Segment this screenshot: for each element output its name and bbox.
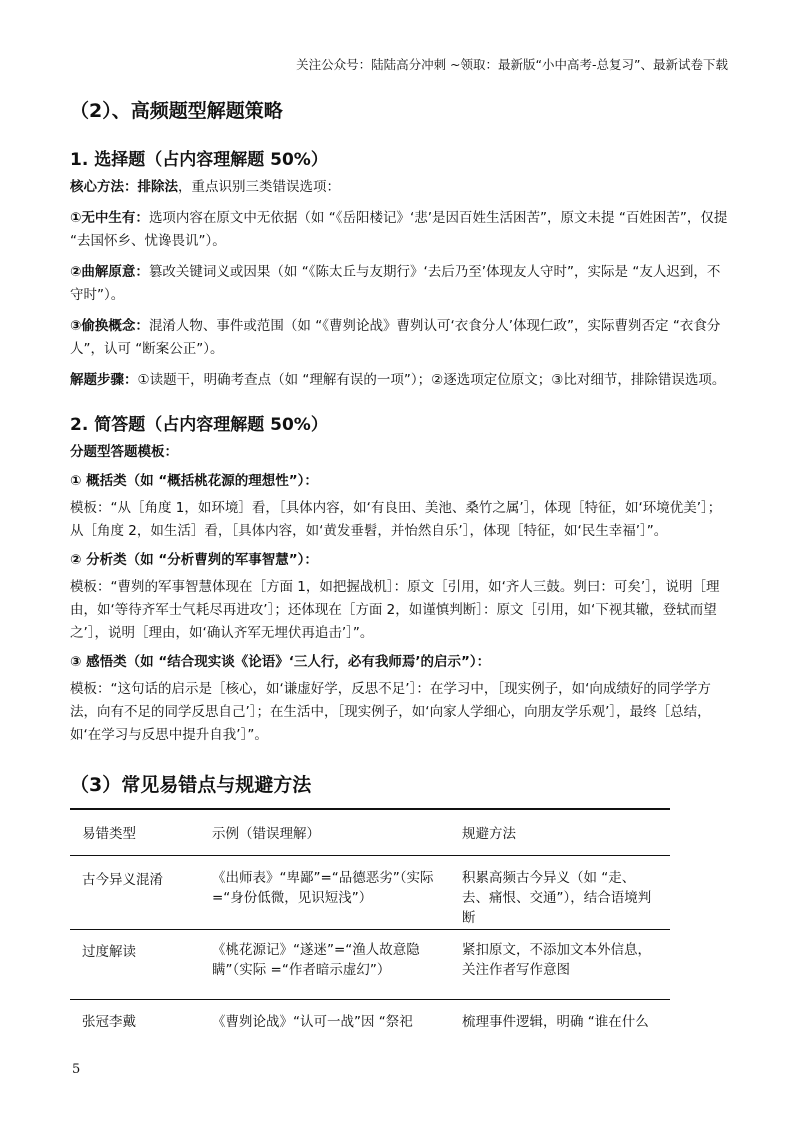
table-header-cell: 示例（错误理解） (212, 826, 320, 842)
table-cell: 《出师表》“卑鄙”=“品德恶劣”（实际 =“身份低微，见识短浅”） (212, 869, 434, 906)
table-cell: 梳理事件逻辑，明确 “谁在什么 (462, 1013, 649, 1030)
table-row (70, 999, 670, 1033)
section2-title: （2）、高频题型解题策略 (70, 100, 283, 122)
type-body-3: 模板：“这句话的启示是［核心，如‘谦虚好学，反思不足’］：在学习中，［现实例子，如‘向成绩好的同学学方法，向有不足的同学反思自己’］；在生活中，［现实例子，如‘向家人学细心，向朋友学乐观’］，最终［总结，如‘在学习与反思中提升自我’］”。 (70, 681, 711, 743)
error-item-text: 选项内容在原文中无依据（如 “《岳阳楼记》‘悲’是因百姓生活困苦”，原文未提 “百姓困苦”，仅提 “去国怀乡、忧谗畏讥”）。 (70, 210, 728, 249)
table-cell: 张冠李戴 (82, 1013, 136, 1030)
error-item-label: ①无中生有： (70, 210, 149, 226)
section3-title: （3）常见易错点与规避方法 (70, 774, 312, 796)
error-table (70, 808, 670, 1033)
core-method-text: ，重点识别三类错误选项： (178, 179, 340, 195)
error-item-text: 篡改关键词义或因果（如 “《陈太丘与友期行》‘去后乃至’体现友人守时”，实际是 “友人迟到，不守时”）。 (70, 264, 721, 303)
error-item-text: 混淆人物、事件或范围（如 “《曹刿论战》曹刿认可‘衣食分人’体现仁政”，实际曹刿否定 “衣食分人”，认可 “断案公正”）。 (70, 318, 721, 357)
error-item-1 (70, 207, 730, 253)
choice-title: 1. 选择题（占内容理解题 50%） (70, 150, 328, 170)
error-item-label: ②曲解原意： (70, 264, 149, 280)
error-item-3 (70, 315, 730, 361)
page-number: 5 (72, 1062, 81, 1077)
type-heading-3: ③ 感悟类（如 “结合现实谈《论语》‘三人行，必有我师焉’的启示”）： (70, 654, 491, 670)
type-heading-1: ① 概括类（如 “概括桃花源的理想性”）： (70, 473, 318, 489)
table-row (70, 855, 670, 929)
table-row (70, 929, 670, 999)
solving-steps-text: ①读题干，明确考查点（如 “理解有误的一项”）；②逐选项定位原文；③比对细节，排除错误选项。 (137, 372, 726, 388)
short-answer-title: 2. 简答题（占内容理解题 50%） (70, 415, 328, 435)
error-item-2 (70, 261, 730, 307)
table-header-row (70, 809, 670, 855)
table-cell: 紧扣原文，不添加文本外信息，关注作者写作意图 (462, 941, 651, 978)
page-header: 关注公众号：陆陆高分冲刺 ~领取：最新版“小中高考-总复习”、最新试卷下载 (296, 57, 728, 72)
type-body-1: 模板：“从［角度 1，如环境］看，［具体内容，如‘有良田、美池、桑竹之属’］，体现［特征，如‘环境优美’］；从［角度 2，如生活］看，［具体内容，如‘黄发垂髫，并怡然自乐’］，体现［特征，如‘民生幸福’］”。 (70, 500, 722, 539)
table-cell: 积累高频古今异义（如 “走、去、痛恨、交通”），结合语境判断 (462, 869, 652, 926)
table-cell: 《曹刿论战》“认可一战”因 “祭祀 (212, 1013, 413, 1030)
table-header-cell: 易错类型 (82, 826, 136, 842)
table-cell: 古今异义混淆 (82, 871, 163, 888)
main-content (70, 92, 730, 747)
type-heading-2: ② 分析类（如 “分析曹刿的军事智慧”）： (70, 552, 318, 568)
table-header-cell: 规避方法 (462, 826, 516, 842)
table-cell: 过度解读 (82, 943, 136, 960)
error-item-label: ③偷换概念： (70, 318, 149, 334)
core-method-label: 核心方法：排除法 (70, 179, 178, 195)
solving-steps-label: 解题步骤： (70, 372, 138, 388)
core-method (70, 176, 730, 199)
table-cell: 《桃花源记》“遂迷”=“渔人故意隐瞒”（实际 =“作者暗示虚幻”） (212, 941, 420, 978)
type-body-2: 模板：“曹刿的军事智慧体现在［方面 1，如把握战机］：原文［引用，如‘齐人三鼓。刿曰：可矣’］，说明［理由，如‘等待齐军士气耗尽再进攻’］；还体现在［方面 2，如谨慎判断］：原文［引用，如‘下视其辙，登轼而望之’］，说明［理由，如‘确认齐军无埋伏再追击’］”。 (70, 579, 720, 641)
solving-steps (70, 369, 730, 392)
template-label: 分题型答题模板： (70, 444, 178, 460)
